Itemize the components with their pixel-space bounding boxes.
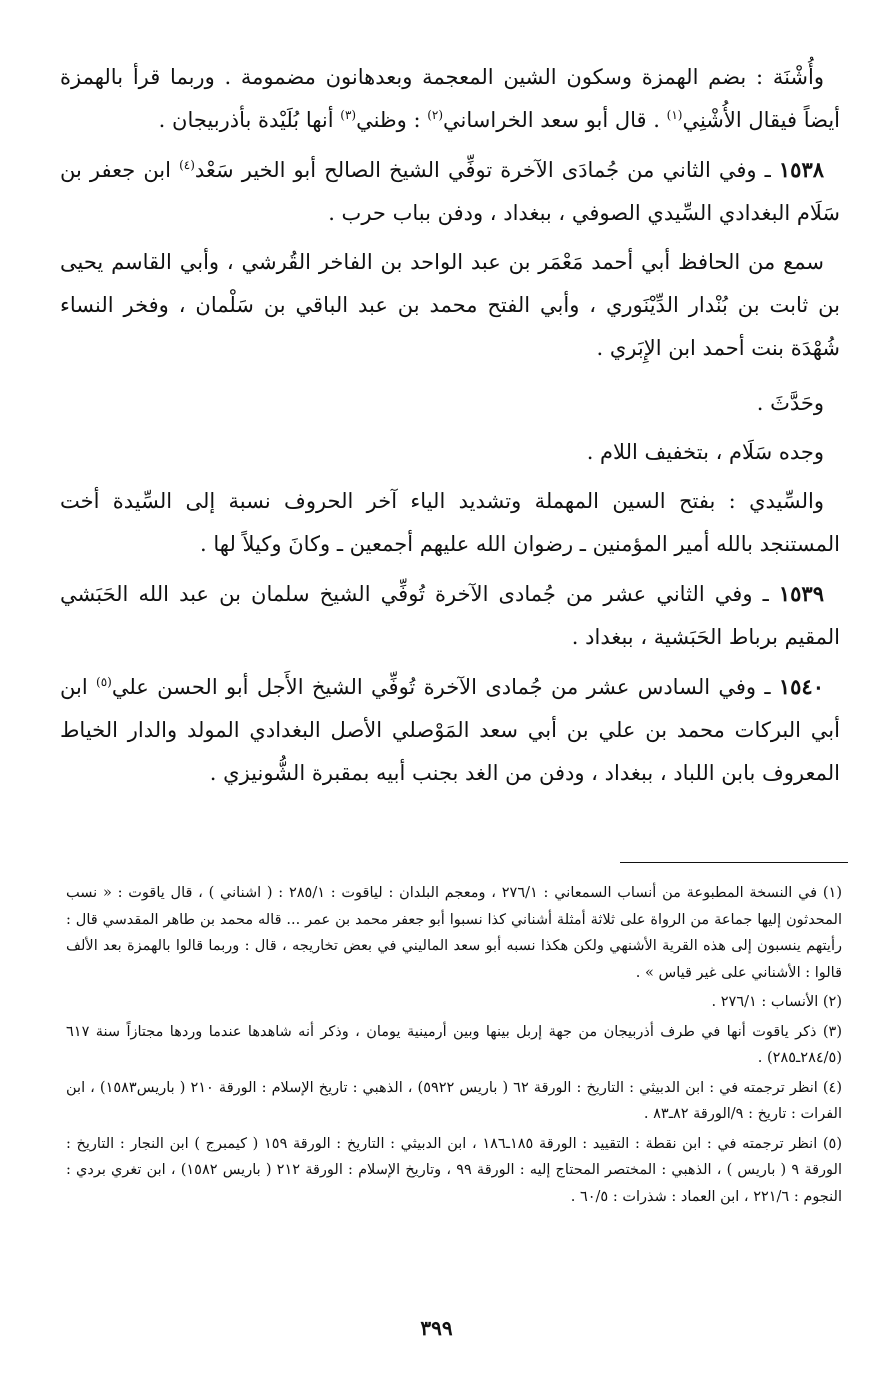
footnote-4: (٤) انظر ترجمته في : ابن الدبيثي : التاريخ : الورقة ٦٢ ( باريس ٥٩٢٢) ، الذهبي : تاريخ الإسلام : الورقة ٢١٠ ( باريس١٥٨٣) ، ابن الفرات : تاريخ : ٩/الورقة ٨٢ـ٨٣ . [66, 1079, 842, 1122]
footnote-ref-3: (٣) [340, 108, 357, 122]
page-number: ٣٩٩ [420, 1316, 453, 1340]
entry-number: ١٥٣٩ [778, 581, 824, 606]
entry-number: ١٥٤٠ [778, 674, 824, 699]
paragraph-sama: سمع من الحافظ أبي أحمد مَعْمَر بن عبد الواحد بن الفاخر القُرشي ، وأبي القاسم يحيى بن ثابت بن بُنْدار الدِّيْنَوري ، وأبي الفتح محمد بن عبد الباقي بن سَلْمان ، وفخر النساء شُهْدَة بنت أحمد ابن الإِبَري . [60, 250, 840, 360]
footnote-5: (٥) انظر ترجمته في : ابن نقطة : التقييد : الورقة ١٨٥ـ١٨٦ ، ابن الدبيثي : التاريخ : الورقة ١٥٩ ( كيمبرج ) ابن النجار : التاريخ : الورقة ٩ ( باريس ) ، الذهبي : المختصر المحتاج إليه : الورقة ٩٩ ، وتاريخ الإسلام : الورقة ٢١٢ ( باريس ١٥٨٢) ، ابن تغري بردي : النجوم : ٢٢١/٦ ، ابن العماد : شذرات : ٦٠/٥ . [66, 1135, 843, 1205]
footnote-divider [620, 862, 848, 863]
paragraph-ushna [60, 56, 840, 142]
footnote-1: (١) في النسخة المطبوعة من أنساب السمعاني : ٢٧٦/١ ، ومعجم البلدان : لياقوت : ٢٨٥/١ : ( اشناني ) ، قال ياقوت : « نسب المحدثون إليها جماعة من الرواة على ثلاثة أمثلة أشناني كذا نسبوا أبو جعفر محمد بن عمر ... قاله محمد بن طاهر المقدسي قال : رأيتهم ينسبون إلى هذه القرية الأشنهي ولكن هكذا نسبه أبو سعد الماليني في بعض تخاريجه ، قال : وربما قالوا بالهمزة بعد الألف قالوا : الأشناني على غير قياس » . [66, 885, 842, 981]
entry-1539 [60, 572, 840, 659]
entry-number: ١٥٣٨ [778, 157, 825, 182]
footnotes [66, 880, 842, 1213]
text-run: ـ وفي الثاني عشر من جُمادى الآخرة تُوفِّي الشيخ سلمان بن عبد الله الحَبَشي المقيم برباط الحَبَشية ، ببغداد . [60, 582, 840, 649]
paragraph-haddath: وحَدَّثَ . [756, 391, 824, 415]
text-run: ـ وفي الثاني من جُمادَى الآخرة توفِّي الشيخ الصالح أبو الخير سَعْد [194, 158, 779, 182]
footnote-ref-4: (٤) [179, 158, 195, 172]
text-run: وأُشْنَة : بضم الهمزة وسكون الشين المعجمة وبعدهانون مضمومة . وربما قرأ بالهمزة أيضاً فيقال الأُشْنِي [60, 65, 840, 132]
main-text [60, 56, 840, 795]
text-run: ابن أبي البركات محمد بن علي بن أبي سعد المَوْصلي الأصل البغدادي المولد والدار الخياط المعروف بابن اللباد ، ببغداد ، ودفن من الغد بجنب أبيه بمقبرة الشُّونيزي . [60, 675, 840, 785]
footnote-ref-5: (٥) [96, 675, 112, 689]
entry-1538 [60, 148, 840, 235]
text-run: . قال أبو سعد الخراساني [443, 108, 667, 132]
text-run: ابن جعفر بن سَلَام البغدادي السِّيدي الصوفي ، ببغداد ، ودفن بباب حرب . [60, 158, 840, 225]
text-run: أنها بُلَيْدة بأذربيجان . [158, 108, 341, 132]
footnote-ref-1: (١) [666, 108, 683, 122]
footnote-ref-2: (٢) [427, 108, 444, 122]
paragraph-jadduh: وجده سَلَام ، بتخفيف اللام . [586, 440, 824, 464]
footnote-3: (٣) ذكر ياقوت أنها في طرف أذربيجان من جهة إربل بينها وبين أرمينية يومان ، وذكر أنه شاهدها عندما وردها مجتازاً سنة ٦١٧ (٢٨٤/٥ـ٢٨٥) . [66, 1023, 842, 1066]
entry-1540 [60, 665, 840, 795]
text-run: ـ وفي السادس عشر من جُمادى الآخرة تُوفِّي الشيخ الأَجل أبو الحسن علي [111, 675, 779, 699]
footnote-2: (٢) الأنساب : ٢٧٦/١ . [711, 994, 842, 1010]
paragraph-sayyidi: والسِّيدي : بفتح السين المهملة وتشديد الياء آخر الحروف نسبة إلى السِّيدة أخت المستنجد بالله أمير المؤمنين ـ رضوان الله عليهم أجمعين ـ وكانَ وكيلاً لها . [60, 489, 840, 556]
text-run: : وظني [356, 108, 428, 132]
page-content [60, 56, 840, 801]
